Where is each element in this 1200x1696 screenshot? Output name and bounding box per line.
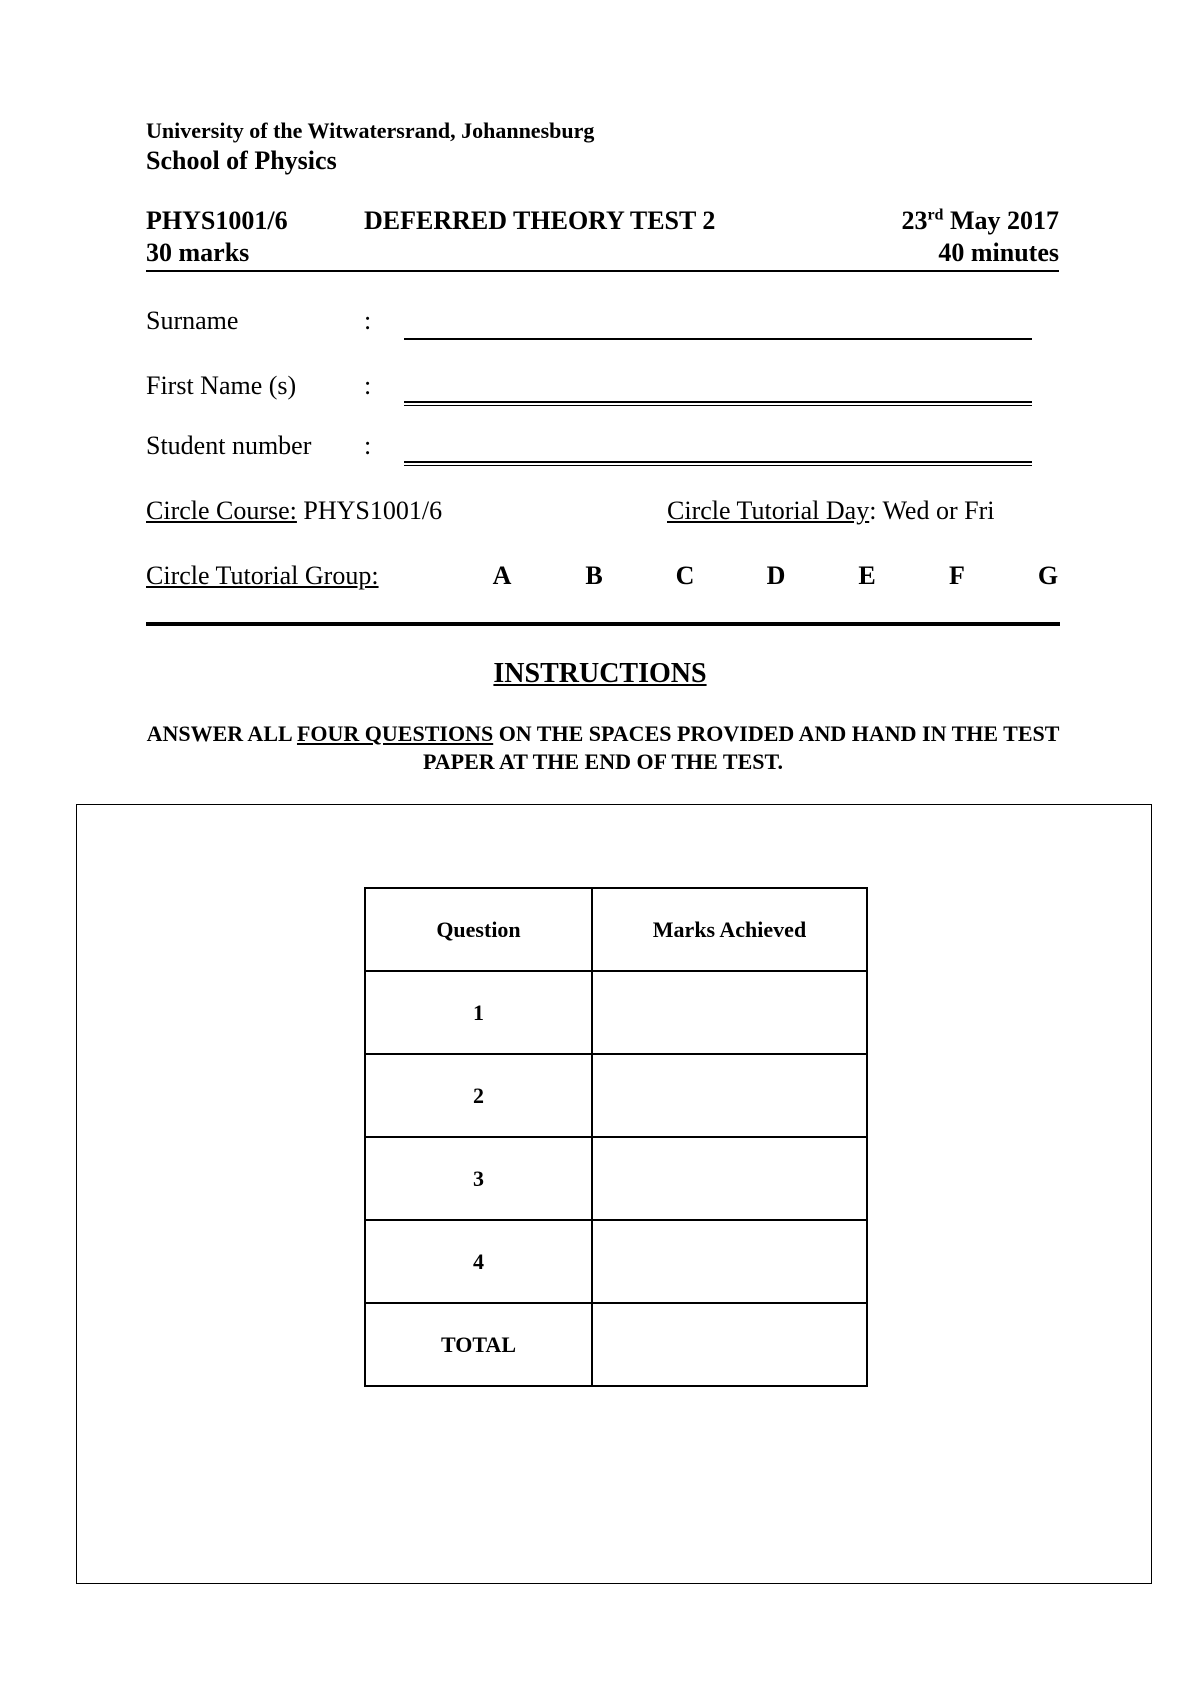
circle-day-value[interactable]: : Wed or Fri <box>869 496 995 525</box>
test-title: DEFERRED THEORY TEST 2 <box>364 206 716 235</box>
school-name: School of Physics <box>146 146 337 175</box>
section-divider <box>146 622 1060 626</box>
test-date-suffix: rd <box>927 206 944 224</box>
table-row <box>365 1054 867 1137</box>
table-header-question: Question <box>365 888 592 971</box>
table-row <box>365 1220 867 1303</box>
student-number-field[interactable] <box>404 461 1032 466</box>
table-header-marks: Marks Achieved <box>592 888 867 971</box>
marks-cell[interactable] <box>592 1137 867 1220</box>
circle-group-label: Circle Tutorial Group: <box>146 561 379 590</box>
instructions-text-before: ANSWER ALL <box>146 721 297 746</box>
marks-cell[interactable] <box>592 971 867 1054</box>
group-option-f[interactable]: F <box>949 561 965 590</box>
question-number: 1 <box>365 971 592 1054</box>
table-row <box>365 1303 867 1386</box>
table-row <box>365 971 867 1054</box>
first-name-colon: : <box>364 371 372 400</box>
circle-day-label: Circle Tutorial Day <box>667 496 870 525</box>
first-name-field[interactable] <box>404 401 1032 406</box>
total-marks: 30 marks <box>146 238 250 267</box>
total-marks-cell[interactable] <box>592 1303 867 1386</box>
marks-cell[interactable] <box>592 1054 867 1137</box>
instructions-title: INSTRUCTIONS <box>493 658 707 689</box>
instructions-text <box>146 720 1060 776</box>
instructions-emphasis: FOUR QUESTIONS <box>296 721 494 746</box>
circle-course-label: Circle Course: <box>146 496 297 525</box>
group-option-d[interactable]: D <box>766 561 786 590</box>
circle-tutorial-day <box>667 496 994 526</box>
group-option-g[interactable]: G <box>1037 561 1059 590</box>
header-divider <box>146 270 1059 272</box>
total-label: TOTAL <box>365 1303 592 1386</box>
marks-cell[interactable] <box>592 1220 867 1303</box>
test-date <box>901 206 1059 236</box>
question-number: 3 <box>365 1137 592 1220</box>
group-option-c[interactable]: C <box>675 561 695 590</box>
surname-colon: : <box>364 306 372 335</box>
test-duration: 40 minutes <box>938 238 1059 267</box>
circle-course-value[interactable]: PHYS1001/6 <box>296 496 443 525</box>
group-option-b[interactable]: B <box>585 561 603 590</box>
surname-field[interactable] <box>404 338 1032 340</box>
student-number-label: Student number <box>146 431 312 460</box>
marks-table <box>364 887 868 1387</box>
course-code: PHYS1001/6 <box>146 206 288 235</box>
instructions-text-after: ON THE SPACES PROVIDED AND HAND IN THE TEST PAPER AT THE END OF THE TEST. <box>422 721 1060 774</box>
table-row <box>365 1137 867 1220</box>
test-date-rest: May 2017 <box>943 206 1059 235</box>
circle-course <box>146 496 442 526</box>
table-header-row <box>365 888 867 971</box>
first-name-label: First Name (s) <box>146 371 297 400</box>
question-number: 2 <box>365 1054 592 1137</box>
test-date-day: 23 <box>901 206 928 235</box>
surname-label: Surname <box>146 306 239 335</box>
question-number: 4 <box>365 1220 592 1303</box>
student-number-colon: : <box>364 431 372 460</box>
university-name: University of the Witwatersrand, Johannesburg <box>146 118 595 143</box>
group-option-e[interactable]: E <box>858 561 876 590</box>
group-option-a[interactable]: A <box>492 561 512 590</box>
